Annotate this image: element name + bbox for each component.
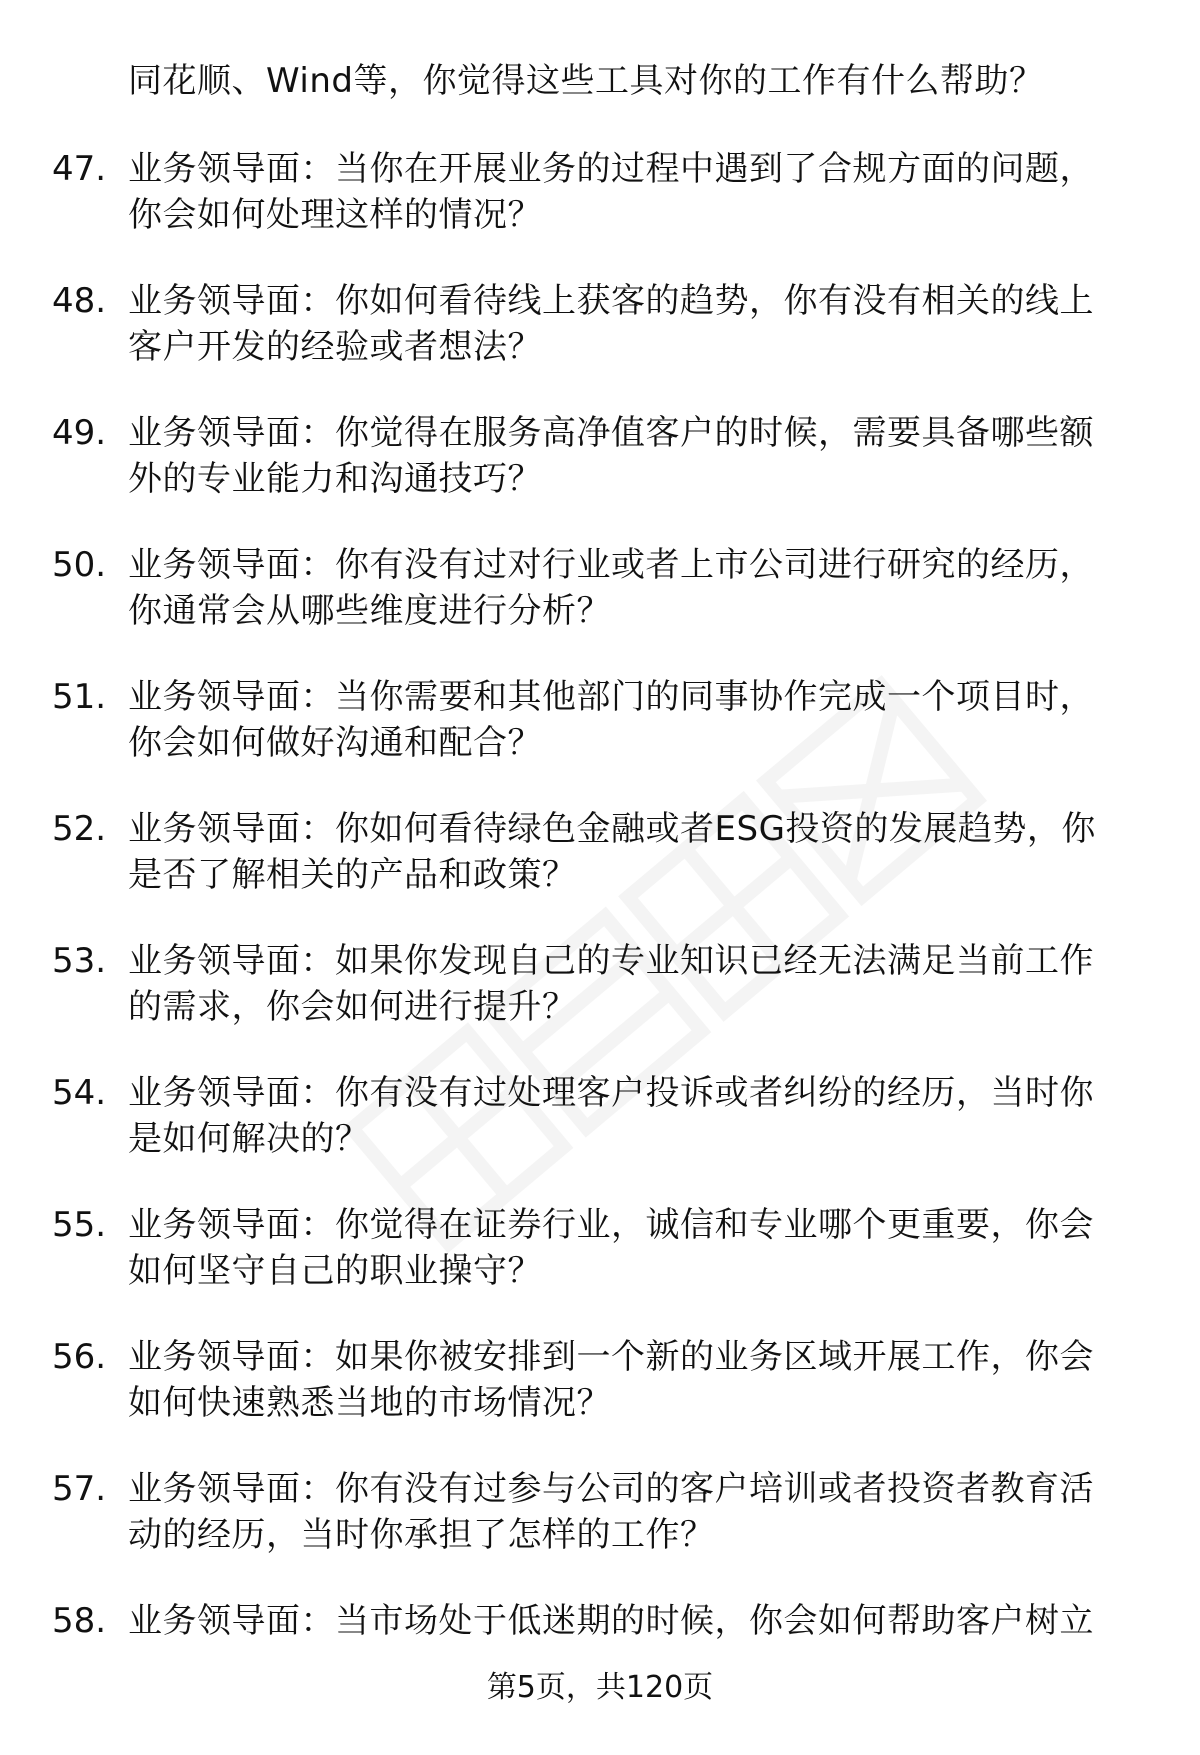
- question-text: [128, 146, 1148, 238]
- page-footer: 第5页，共120页: [486, 1670, 714, 1705]
- question-number: 50.: [52, 545, 107, 585]
- question-number: 49.: [52, 413, 107, 453]
- question-number: 51.: [52, 677, 107, 717]
- question-line: 你通常会从哪些维度进行分析？: [128, 591, 611, 631]
- list-item: [52, 1070, 1162, 1202]
- question-list: [52, 146, 1162, 1730]
- question-number: 48.: [52, 281, 107, 321]
- question-number: 56.: [52, 1337, 107, 1377]
- question-line: 业务领导面：如果你被安排到一个新的业务区域开展工作，你会: [128, 1337, 1094, 1377]
- question-text: [128, 1598, 1148, 1644]
- question-number: 57.: [52, 1469, 107, 1509]
- question-line: 业务领导面：你有没有过处理客户投诉或者纠纷的经历，当时你: [128, 1073, 1094, 1113]
- question-line: 如何快速熟悉当地的市场情况？: [128, 1383, 611, 1423]
- question-text: [128, 938, 1148, 1030]
- question-number: 47.: [52, 149, 107, 189]
- list-item: [52, 1202, 1162, 1334]
- question-text: [128, 1334, 1148, 1426]
- list-item: [52, 1334, 1162, 1466]
- question-text: [128, 806, 1148, 898]
- question-text: [128, 1070, 1148, 1162]
- question-line: 业务领导面：你如何看待线上获客的趋势，你有没有相关的线上: [128, 281, 1094, 321]
- list-item: [52, 938, 1162, 1070]
- list-item: [52, 146, 1162, 278]
- question-line: 是否了解相关的产品和政策？: [128, 855, 577, 895]
- question-text: [128, 1202, 1148, 1294]
- question-number: 55.: [52, 1205, 107, 1245]
- question-number: 52.: [52, 809, 107, 849]
- question-line: 业务领导面：当你在开展业务的过程中遇到了合规方面的问题，: [128, 149, 1094, 189]
- list-item: [52, 542, 1162, 674]
- question-line: 你会如何做好沟通和配合？: [128, 723, 542, 763]
- question-line: 业务领导面：当你需要和其他部门的同事协作完成一个项目时，: [128, 677, 1094, 717]
- question-line: 业务领导面：如果你发现自己的专业知识已经无法满足当前工作: [128, 941, 1094, 981]
- question-line: 外的专业能力和沟通技巧？: [128, 459, 542, 499]
- question-line: 业务领导面：当市场处于低迷期的时候，你会如何帮助客户树立: [128, 1601, 1094, 1641]
- question-line: 如何坚守自己的职业操守？: [128, 1251, 542, 1291]
- question-text: [128, 410, 1148, 502]
- list-item: [52, 674, 1162, 806]
- list-item: [52, 278, 1162, 410]
- question-line: 业务领导面：你如何看待绿色金融或者ESG投资的发展趋势，你: [128, 809, 1096, 849]
- question-line: 动的经历，当时你承担了怎样的工作？: [128, 1515, 715, 1555]
- question-line: 业务领导面：你有没有过对行业或者上市公司进行研究的经历，: [128, 545, 1094, 585]
- question-line: 你会如何处理这样的情况？: [128, 195, 542, 235]
- question-number: 54.: [52, 1073, 107, 1113]
- question-number: 53.: [52, 941, 107, 981]
- question-line: 业务领导面：你觉得在证券行业，诚信和专业哪个更重要，你会: [128, 1205, 1094, 1245]
- question-text: [128, 674, 1148, 766]
- question-line: 业务领导面：你觉得在服务高净值客户的时候，需要具备哪些额: [128, 413, 1094, 453]
- question-text: [128, 1466, 1148, 1558]
- list-item: [52, 410, 1162, 542]
- question-text: [128, 278, 1148, 370]
- question-line: 客户开发的经验或者想法？: [128, 327, 542, 367]
- question-line: 的需求，你会如何进行提升？: [128, 987, 577, 1027]
- list-item: [52, 1598, 1162, 1730]
- question-line: 业务领导面：你有没有过参与公司的客户培训或者投资者教育活: [128, 1469, 1094, 1509]
- question-number: 58.: [52, 1601, 107, 1641]
- list-item: [52, 806, 1162, 938]
- question-text: [128, 542, 1148, 634]
- list-item: [52, 1466, 1162, 1598]
- question-line: 是如何解决的？: [128, 1119, 370, 1159]
- continued-question-text: 同花顺、Wind等，你觉得这些工具对你的工作有什么帮助？: [128, 61, 1044, 101]
